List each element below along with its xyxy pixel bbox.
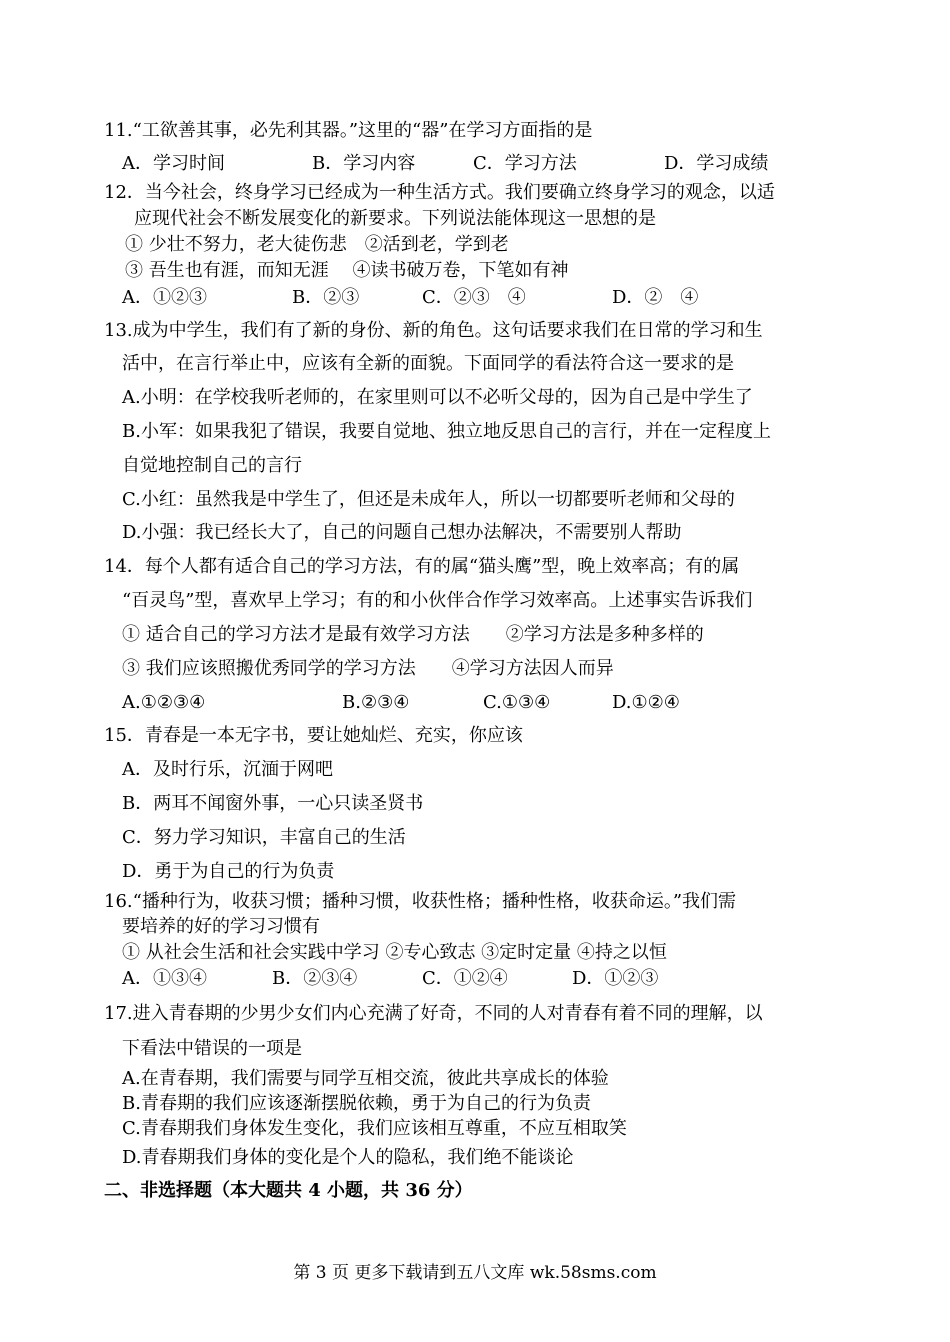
q17-option-b: B.青春期的我们应该逐渐摆脱依赖，勇于为自己的行为负责: [122, 1093, 591, 1114]
q14-option-d: D.①②④: [612, 692, 680, 713]
q11-option-b: B．学习内容: [312, 153, 416, 174]
q14-stem-line2: “百灵鸟”型，喜欢早上学习；有的和小伙伴合作学习效率高。上述事实告诉我们: [122, 590, 753, 611]
q15-option-c: C．努力学习知识，丰富自己的生活: [122, 827, 406, 848]
q12-option-a: A．①②③: [122, 287, 207, 308]
q11-stem: 11.“工欲善其事，必先利其器。”这里的“器”在学习方面指的是: [104, 120, 593, 141]
q12-option-b: B．②③: [292, 287, 360, 308]
q15-option-b: B．两耳不闻窗外事，一心只读圣贤书: [122, 793, 424, 814]
q16-options: [122, 968, 822, 990]
q11-option-a: A．学习时间: [122, 153, 225, 174]
q16-option-b: B．②③④: [272, 968, 358, 989]
q12-stem-line1: 12．当今社会，终身学习已经成为一种生活方式。我们要确立终身学习的观念，以适: [104, 182, 775, 203]
section-heading: 二、非选择题（本大题共 4 小题，共 36 分）: [104, 1180, 473, 1201]
q12-choices-line1: ① 少壮不努力，老大徒伤悲 ②活到老，学到老: [125, 234, 509, 255]
q14-choices-line2: ③ 我们应该照搬优秀同学的学习方法 ④学习方法因人而异: [122, 658, 614, 679]
q16-stem-line1: 16.“播种行为，收获习惯；播种习惯，收获性格；播种性格，收获命运。”我们需: [104, 891, 737, 912]
q12-option-c: C．②③ ④: [422, 287, 526, 308]
q13-stem-line2: 活中，在言行举止中，应该有全新的面貌。下面同学的看法符合这一要求的是: [122, 353, 734, 374]
q12-stem-line2: 应现代社会不断发展变化的新要求。下列说法能体现这一思想的是: [134, 208, 656, 229]
q15-stem: 15．青春是一本无字书，要让她灿烂、充实，你应该: [104, 725, 523, 746]
q11-options: [122, 153, 822, 175]
q14-option-b: B.②③④: [342, 692, 410, 713]
q13-option-d: D.小强：我已经长大了，自己的问题自己想办法解决，不需要别人帮助: [122, 522, 682, 543]
q15-option-a: A．及时行乐，沉湎于网吧: [122, 759, 333, 780]
q17-option-a: A.在青春期，我们需要与同学互相交流，彼此共享成长的体验: [122, 1068, 609, 1089]
q12-option-d: D．② ④: [612, 287, 699, 308]
q13-option-b-line1: B.小军：如果我犯了错误，我要自觉地、独立地反思自己的言行，并在一定程度上: [122, 421, 771, 442]
q13-option-a: A.小明：在学校我听老师的，在家里则可以不必听父母的，因为自己是中学生了: [122, 387, 753, 408]
q17-stem-line1: 17.进入青春期的少男少女们内心充满了好奇，不同的人对青春有着不同的理解，以: [104, 1003, 763, 1024]
q12-options: [122, 287, 822, 309]
q14-stem-line1: 14．每个人都有适合自己的学习方法，有的属“猫头鹰”型，晚上效率高；有的属: [104, 556, 740, 577]
q11-option-d: D．学习成绩: [664, 153, 769, 174]
q12-choices-line2: ③ 吾生也有涯，而知无涯 ④读书破万卷，下笔如有神: [125, 260, 569, 281]
q14-option-c: C.①③④: [483, 692, 551, 713]
q17-option-c: C.青春期我们身体发生变化，我们应该相互尊重，不应互相取笑: [122, 1118, 627, 1139]
q14-choices-line1: ① 适合自己的学习方法才是最有效学习方法 ②学习方法是多种多样的: [122, 624, 704, 645]
q16-option-d: D．①②③: [572, 968, 659, 989]
q14-options: [122, 692, 822, 714]
q11-option-c: C．学习方法: [473, 153, 577, 174]
q16-option-a: A．①③④: [122, 968, 207, 989]
q17-option-d: D.青春期我们身体的变化是个人的隐私，我们绝不能谈论: [122, 1147, 574, 1168]
q15-option-d: D．勇于为自己的行为负责: [122, 861, 335, 882]
q13-stem-line1: 13.成为中学生，我们有了新的身份、新的角色。这句话要求我们在日常的学习和生: [104, 320, 763, 341]
page-footer: 第 3 页 更多下载请到五八文库 wk.58sms.com: [293, 1263, 657, 1283]
q13-option-b-line2: 自觉地控制自己的言行: [122, 455, 302, 476]
q16-stem-line2: 要培养的好的学习习惯有: [122, 916, 320, 937]
q17-stem-line2: 下看法中错误的一项是: [122, 1038, 302, 1059]
q16-option-c: C．①②④: [422, 968, 508, 989]
q13-option-c: C.小红：虽然我是中学生了，但还是未成年人，所以一切都要听老师和父母的: [122, 489, 735, 510]
q16-choices: ① 从社会生活和社会实践中学习 ②专心致志 ③定时定量 ④持之以恒: [122, 942, 667, 963]
q14-option-a: A.①②③④: [122, 692, 206, 713]
